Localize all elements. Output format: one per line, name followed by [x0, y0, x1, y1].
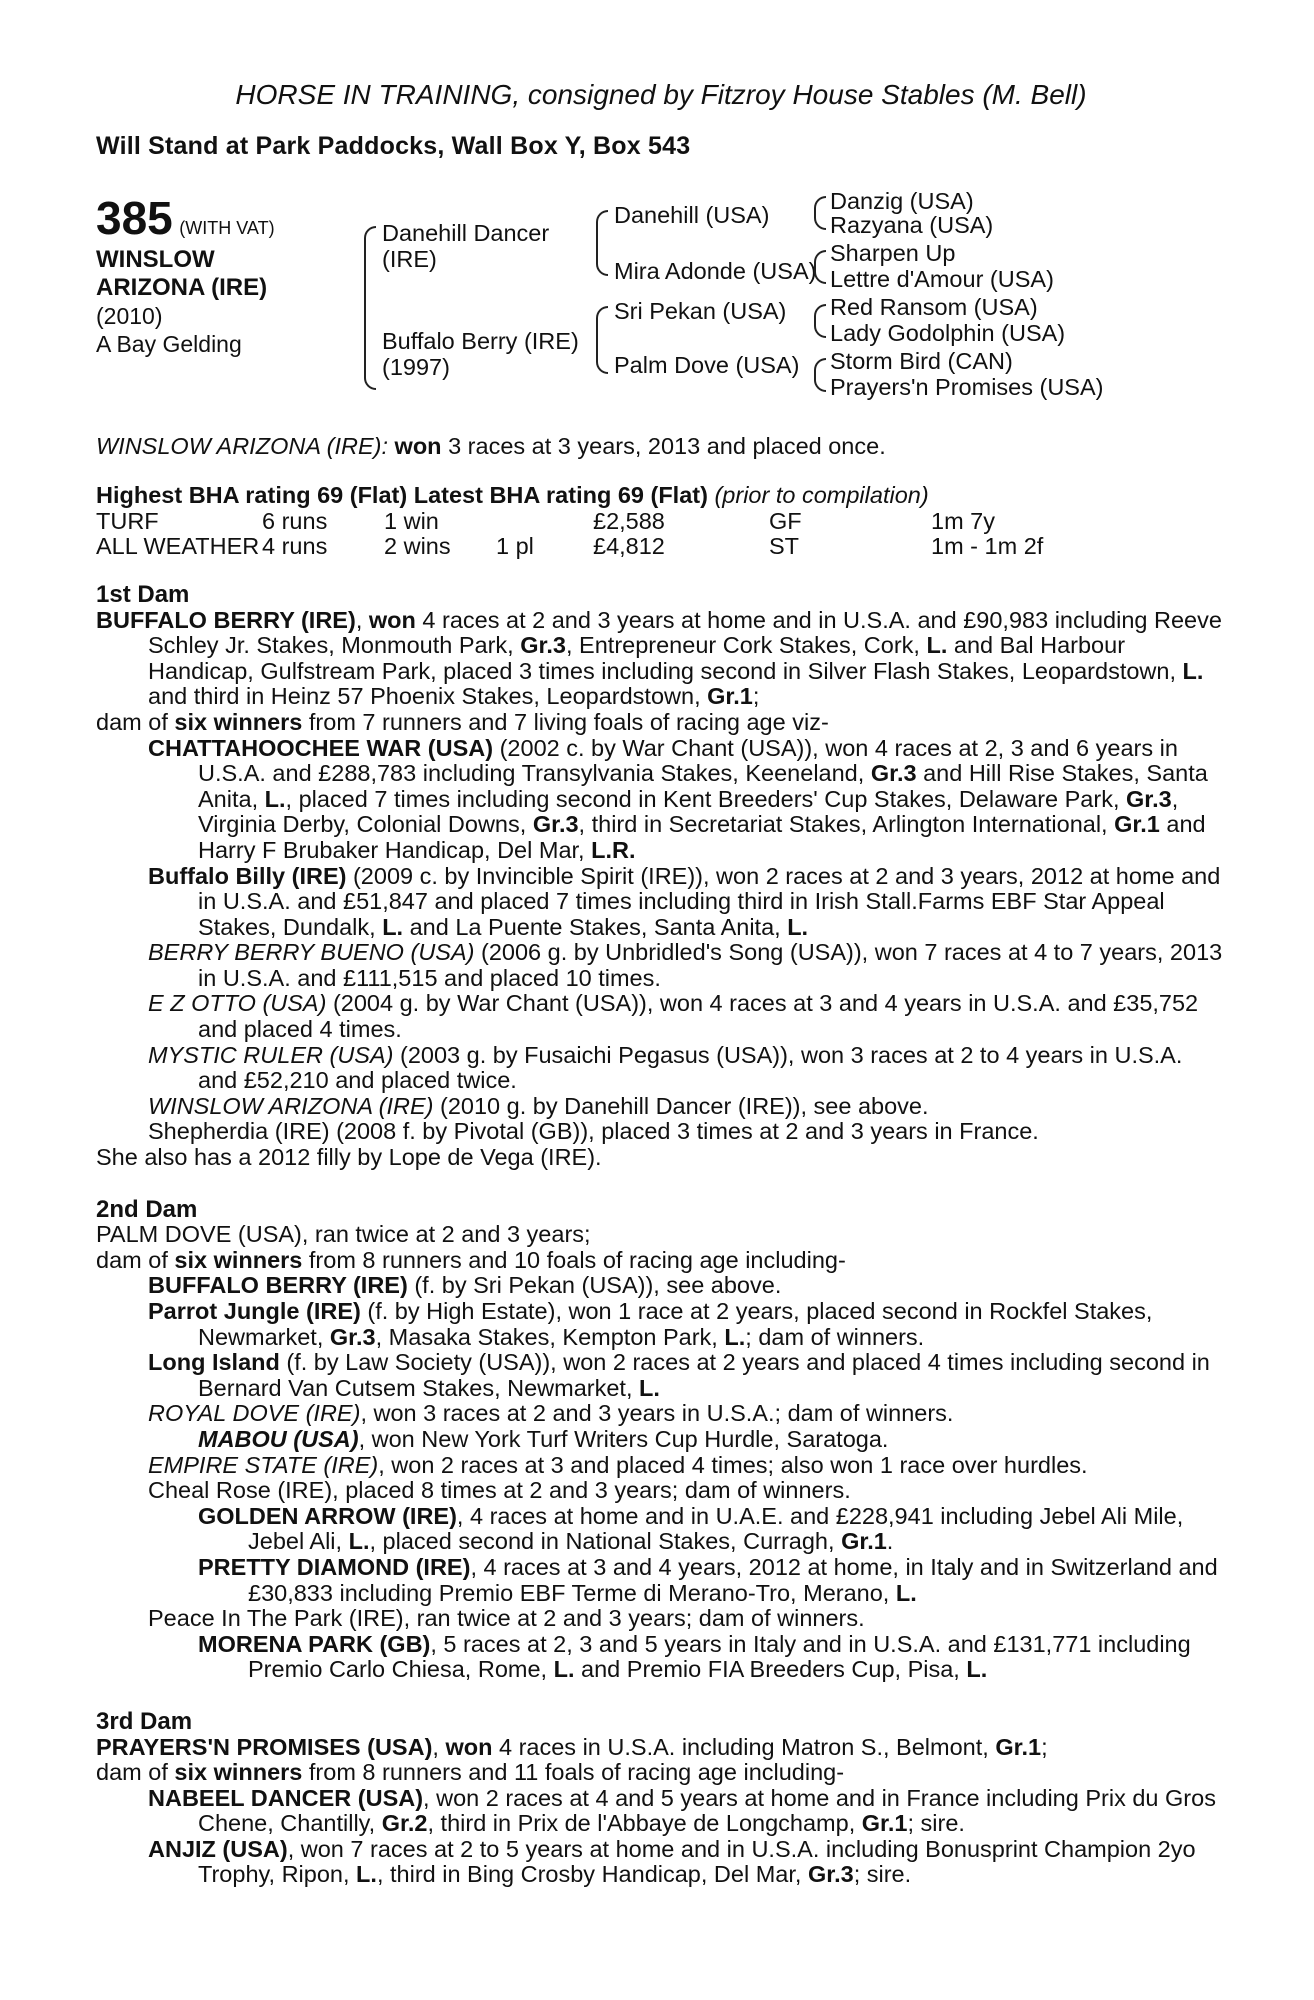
text-segment: , won 2 races at 3 and placed 4 times; also won 1 race over hurdles. — [378, 1451, 1088, 1478]
text-segment: Gr.3 — [532, 811, 579, 838]
text-segment: , — [432, 1733, 446, 1760]
dam-sire-sire: Red Ransom (USA) — [830, 293, 1038, 320]
text-segment: ; sire. — [853, 1861, 912, 1888]
third-dam-produce-intro — [96, 1760, 1226, 1786]
text-segment: , Entrepreneur Cork Stakes, Cork, — [565, 632, 920, 659]
foaling-year: (2010) — [96, 302, 163, 329]
produce-2012-filly: She also has a 2012 filly by Lope de Vega (IRE). — [96, 1144, 602, 1171]
second-dam-produce-intro — [96, 1248, 1226, 1274]
race-record-table — [96, 509, 1043, 560]
text-segment: L. — [348, 1528, 370, 1555]
third-dam-heading: 3rd Dam — [96, 1707, 193, 1735]
text-segment: (f. by High Estate), won 1 race at 2 years, placed second in Rockfel Stakes, Newmarket, — [198, 1298, 1153, 1350]
produce-buffalo-berry — [96, 1273, 1226, 1299]
produce-cheal-rose: Cheal Rose (IRE), placed 8 times at 2 and 3 years; dam of winners. — [148, 1477, 851, 1504]
text-segment: 1 win — [384, 507, 439, 534]
text-segment: L. — [639, 1374, 660, 1401]
text-segment: L. — [553, 1656, 575, 1683]
text-segment: (2010 g. by Danehill Dancer (IRE)), see above. — [433, 1092, 929, 1119]
text-segment: 4 runs — [262, 533, 328, 560]
text-segment: Highest BHA rating 69 (Flat) Latest BHA rating 69 (Flat) — [96, 482, 708, 509]
brace-gen3-4 — [814, 358, 826, 392]
text-segment: ANJIZ (USA) — [148, 1835, 288, 1862]
text-segment: Gr.1 — [861, 1810, 908, 1837]
text-segment: Gr.3 — [870, 760, 917, 787]
text-segment: L. — [382, 913, 404, 940]
text-segment: Buffalo Billy (IRE) — [148, 862, 347, 889]
produce-royal-dove — [96, 1401, 1226, 1427]
text-segment: E Z OTTO (USA) — [148, 990, 327, 1017]
brace-gen2-sire — [596, 210, 608, 276]
text-segment: from 7 runners and 7 living foals of racing age viz- — [302, 708, 829, 735]
dam-dam: Palm Dove (USA) — [614, 351, 800, 378]
produce-mabou — [96, 1427, 1226, 1453]
catalogue-page — [96, 78, 1226, 1888]
text-segment: . — [886, 1528, 894, 1555]
sire-dam: Mira Adonde (USA) — [614, 257, 817, 284]
text-segment: dam of — [96, 1759, 175, 1786]
text-segment: MABOU (USA) — [198, 1425, 359, 1452]
text-segment: , 4 races at 3 and 4 years, 2012 at home, in Italy and in Switzerland and £30,833 including Premio EBF Terme di Merano-Tro, Merano, — [248, 1553, 1218, 1606]
sire-sire-sire: Danzig (USA) — [830, 187, 974, 214]
brace-gen3-1 — [814, 196, 826, 230]
text-segment: L.R. — [591, 836, 636, 863]
text-segment: 6 runs — [262, 507, 328, 534]
produce-ez-otto — [96, 991, 1226, 1042]
second-dam-entry: PALM DOVE (USA), ran twice at 2 and 3 years; — [96, 1221, 591, 1248]
text-segment: Gr.1 — [707, 683, 753, 710]
text-segment: six winners — [174, 708, 303, 735]
text-segment: , Masaka Stakes, Kempton Park, — [375, 1323, 725, 1350]
sire-sire-dam: Razyana (USA) — [830, 211, 994, 238]
text-segment: WINSLOW ARIZONA (IRE) — [96, 432, 382, 459]
text-segment — [496, 509, 593, 535]
third-dam-entry — [96, 1735, 1226, 1761]
produce-nabeel-dancer — [96, 1786, 1226, 1837]
text-segment: and Harry F Brubaker Handicap, Del Mar, — [198, 811, 1206, 863]
text-segment: ; sire. — [907, 1810, 965, 1837]
dam-sire-dam: Lady Godolphin (USA) — [830, 319, 1066, 346]
text-segment: MORENA PARK (GB) — [198, 1630, 431, 1657]
produce-peace-in-the-park: Peace In The Park (IRE), ran twice at 2 and 3 years; dam of winners. — [148, 1605, 865, 1632]
text-segment: Gr.3 — [1126, 785, 1172, 812]
text-segment: Gr.2 — [381, 1810, 428, 1837]
produce-long-island — [96, 1350, 1226, 1401]
text-segment: , won 2 races at 4 and 5 years at home and in France including Prix du Gros Chene, Chantilly, — [198, 1784, 1216, 1837]
text-segment: , placed 7 times including second in Kent Breeders' Cup Stakes, Delaware Park, — [285, 785, 1126, 812]
text-segment: (f. by Sri Pekan (USA)), see above. — [407, 1272, 782, 1299]
produce-mystic-ruler — [96, 1043, 1226, 1094]
produce-winslow-arizona — [96, 1094, 1226, 1120]
text-segment: won — [445, 1733, 493, 1760]
produce-parrot-jungle — [96, 1299, 1226, 1350]
text-segment: dam of — [96, 1246, 175, 1273]
text-segment: L. — [264, 785, 286, 812]
text-segment: , 5 races at 2, 3 and 5 years in Italy and in U.S.A. and £131,771 including Premio Carlo Chiesa, Rome, — [248, 1630, 1191, 1683]
text-segment: Gr.3 — [807, 1861, 854, 1888]
text-segment: 3 races at 3 years, 2013 and placed once. — [441, 432, 886, 459]
pedigree-block — [96, 187, 1226, 434]
text-segment: 4 races at 2 and 3 years at home and in U.S.A. and £90,983 — [415, 606, 1049, 633]
text-segment: ALL WEATHER — [96, 533, 260, 560]
text-segment: ; — [1041, 1733, 1048, 1760]
produce-empire-state — [96, 1453, 1226, 1479]
produce-pretty-diamond — [96, 1555, 1226, 1606]
text-segment: Gr.3 — [520, 632, 566, 659]
text-segment: TURF — [96, 507, 159, 534]
produce-berry-berry-bueno — [96, 940, 1226, 991]
text-segment: BUFFALO BERRY (IRE) — [148, 1272, 408, 1299]
horse-name-line2: ARIZONA (IRE) — [96, 273, 268, 301]
text-segment: and Premio FIA Breeders Cup, Pisa, — [574, 1656, 967, 1683]
text-segment: (f. by Law Society (USA)), won 2 races at 2 years and placed 4 times including second in Bernard Van Cutsem Stakes, Newmarket, — [198, 1349, 1210, 1401]
text-segment: , placed second in National Stakes, Curragh, — [369, 1528, 842, 1555]
text-segment: ST — [769, 533, 800, 560]
horse-name — [96, 246, 326, 302]
text-segment: (2009 c. by Invincible Spirit (IRE)), won 2 races at 2 and 3 years, 2012 at home and in U.S.A. and £51,847 and placed 7 times including third in Irish Stall.Farms EBF Star Appeal Stakes, Dundalk, — [198, 862, 1221, 940]
text-segment: six winners — [174, 1246, 303, 1273]
horse-name-line1: WINSLOW — [96, 245, 215, 273]
text-segment: GOLDEN ARROW (IRE) — [198, 1502, 457, 1529]
text-segment: , won 3 races at 2 and 3 years in U.S.A.; dam of winners. — [360, 1400, 954, 1427]
first-dam-heading: 1st Dam — [96, 580, 190, 608]
text-segment: BUFFALO BERRY (IRE) — [96, 606, 356, 633]
text-segment: and La Puente Stakes, Santa Anita, — [403, 913, 788, 940]
text-segment: (2006 g. by Unbridled's Song (USA)), won 7 races at 4 to 7 years, 2013 in U.S.A. and £111,515 and placed 10 times. — [198, 939, 1223, 991]
text-segment: L. — [1182, 657, 1204, 684]
text-segment: Gr.1 — [1114, 811, 1160, 838]
second-dam-heading: 2nd Dam — [96, 1195, 198, 1223]
sire-dam-dam: Lettre d'Amour (USA) — [830, 265, 1054, 292]
vat-note: (WITH VAT) — [179, 217, 275, 238]
first-dam-produce-intro — [96, 710, 1226, 736]
text-segment: , Virginia Derby, Colonial Downs, — [198, 785, 1179, 838]
dam-sire: Sri Pekan (USA) — [614, 297, 787, 324]
text-segment: PRAYERS'N PROMISES (USA) — [96, 1733, 433, 1760]
dam-dam-sire: Storm Bird (CAN) — [830, 347, 1013, 374]
text-segment: dam of — [96, 708, 175, 735]
text-segment: ; dam of winners. — [745, 1323, 925, 1350]
horse-description: A Bay Gelding — [96, 330, 242, 357]
text-segment: , — [355, 606, 369, 633]
text-segment: GF — [769, 507, 802, 534]
text-segment: 1m - 1m 2f — [931, 533, 1044, 560]
text-segment: and third in Heinz 57 Phoenix Stakes, Leopardstown, — [148, 683, 708, 710]
text-segment: L. — [895, 1579, 917, 1606]
text-segment: , third in Secretariat Stakes, Arlington International, — [578, 811, 1115, 838]
text-segment: , won New York Turf Writers Cup Hurdle, Saratoga. — [358, 1425, 889, 1452]
brace-gen1 — [364, 226, 376, 390]
text-segment: L. — [926, 632, 948, 659]
text-segment: L. — [724, 1323, 746, 1350]
brace-gen3-3 — [814, 304, 826, 338]
produce-anjiz — [96, 1837, 1226, 1888]
stand-location: Will Stand at Park Paddocks, Wall Box Y, Box 543 — [96, 132, 691, 160]
dam-year: (1997) — [382, 353, 450, 380]
text-segment: won — [368, 606, 416, 633]
text-segment: 2 wins — [384, 533, 451, 560]
text-segment: : — [381, 432, 395, 459]
sire-dam-sire: Sharpen Up — [830, 239, 956, 266]
text-segment: Gr.1 — [841, 1528, 887, 1555]
text-segment: from 8 runners and 11 foals of racing age including- — [302, 1759, 845, 1786]
text-segment: , won 7 races at 2 to 5 years at home and in U.S.A. including Bonusprint Champion 2yo Trophy, Ripon, — [198, 1835, 1196, 1888]
sire-sire: Danehill (USA) — [614, 201, 770, 228]
page-header: HORSE IN TRAINING, consigned by Fitzroy House Stables (M. Bell) — [235, 79, 1087, 110]
table-row — [96, 509, 1043, 535]
text-segment: Long Island — [148, 1349, 280, 1376]
text-segment: and Hill Rise Stakes, Santa Anita, — [198, 760, 1208, 812]
text-segment: PRETTY DIAMOND (IRE) — [198, 1553, 471, 1580]
lot-info — [96, 191, 326, 358]
text-segment: (2003 g. by Fusaichi Pegasus (USA)), won 3 races at 2 to 4 years in U.S.A. and £52,210 and placed twice. — [198, 1041, 1183, 1094]
text-segment: including Reeve Schley Jr. Stakes, Monmouth Park, — [148, 606, 1222, 659]
text-segment: (prior to compilation) — [714, 482, 929, 509]
brace-gen2-dam — [596, 306, 608, 374]
produce-morena-park — [96, 1632, 1226, 1683]
text-segment: WINSLOW ARIZONA (IRE) — [148, 1092, 434, 1119]
text-segment: 4 races in U.S.A. including Matron S., Belmont, — [492, 1733, 996, 1760]
text-segment: L. — [787, 913, 809, 940]
text-segment: CHATTAHOOCHEE WAR (USA) — [148, 734, 494, 761]
text-segment: BERRY BERRY BUENO (USA) — [148, 939, 475, 966]
text-segment: Gr.1 — [995, 1733, 1042, 1760]
table-row — [96, 534, 1043, 560]
text-segment: £2,588 — [593, 507, 665, 534]
text-segment: won — [394, 432, 442, 459]
dam-dam-dam: Prayers'n Promises (USA) — [830, 373, 1104, 400]
produce-shepherdia: Shepherdia (IRE) (2008 f. by Pivotal (GB)), placed 3 times at 2 and 3 years in France. — [148, 1118, 1039, 1145]
text-segment: Parrot Jungle (IRE) — [148, 1298, 361, 1324]
text-segment: £4,812 — [593, 533, 665, 560]
first-dam-entry — [96, 608, 1226, 710]
produce-buffalo-billy — [96, 864, 1226, 941]
brace-gen3-2 — [814, 250, 826, 284]
text-segment: ROYAL DOVE (IRE) — [148, 1400, 361, 1427]
text-segment: EMPIRE STATE (IRE) — [148, 1451, 379, 1478]
sire-name: Danehill Dancer — [382, 219, 550, 246]
race-summary — [96, 434, 1226, 460]
text-segment: six winners — [174, 1759, 303, 1786]
text-segment: NABEEL DANCER (USA) — [148, 1784, 424, 1811]
text-segment: from 8 runners and 10 foals of racing age including- — [302, 1246, 846, 1273]
dam-name: Buffalo Berry (IRE) — [382, 327, 579, 354]
text-segment: and Bal Harbour Handicap, Gulfstream Park, placed 3 times including second in Silver — [148, 632, 1126, 684]
text-segment: Gr.3 — [329, 1323, 376, 1350]
text-segment: , 4 races at home and in U.A.E. and £228,941 including Jebel Ali Mile, Jebel Ali, — [248, 1502, 1184, 1555]
text-segment: ; — [752, 683, 760, 710]
text-segment: L. — [356, 1861, 377, 1888]
bha-rating — [96, 483, 1226, 509]
produce-golden-arrow — [96, 1504, 1226, 1555]
sire-country: (IRE) — [382, 245, 437, 272]
text-segment: 1m 7y — [931, 507, 995, 534]
text-segment: L. — [966, 1656, 988, 1683]
text-segment: (2002 c. by War Chant (USA)), won 4 races at 2, 3 and 6 years in U.S.A. and £288,783 including Transylvania Stakes, Keeneland, — [198, 734, 1178, 787]
text-segment: , third in Prix de l'Abbaye de Longchamp, — [427, 1810, 862, 1837]
text-segment: (2004 g. by War Chant (USA)), won 4 races at 3 and 4 years in U.S.A. and £35,752 and placed 4 times. — [198, 990, 1199, 1043]
produce-chattahoochee-war — [96, 736, 1226, 864]
lot-number: 385 — [96, 191, 173, 244]
text-segment: Flash Stakes, Leopardstown, — [872, 657, 1183, 684]
text-segment: 1 pl — [496, 533, 534, 560]
text-segment: , third in Bing Crosby Handicap, Del Mar, — [376, 1861, 808, 1888]
text-segment: MYSTIC RULER (USA) — [148, 1041, 394, 1068]
